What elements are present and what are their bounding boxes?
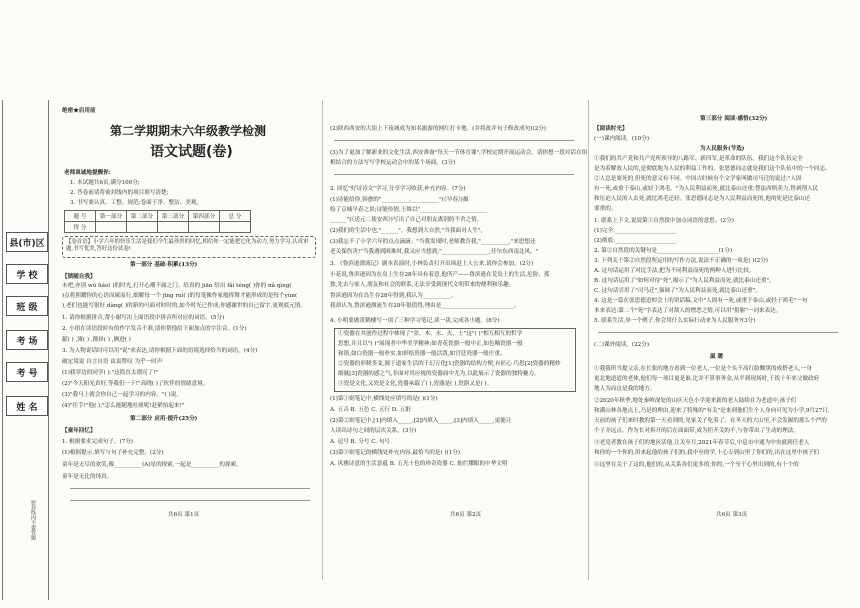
article-line: ①我我所当提父亲,在长张的地方看到一位老人,一位是个头不高红脸黝黑的成搭老人,一身 [594, 366, 812, 372]
score-cell[interactable] [96, 222, 127, 233]
part1-heading: 第一部分 基础·积累(13分) [130, 262, 198, 268]
article-title: 温 暖 [710, 354, 724, 360]
strip-label-room [6, 330, 48, 350]
text-line: 我却认为,鲁滨逊漂流生存28年很值得,理由是__________________________。 [330, 303, 520, 309]
section-tag: 【锁随自我】 [62, 274, 96, 280]
article-line: ①我们的共产党和共产党所领导的八路军、新四军,是革命的队伍。我们这个队伍完全 [594, 156, 803, 162]
box-line: ②瓷器的形制多变,源于道家生活的千幻万化[1]瓷器的结构方便,有匠心 巧思[2]瓷器的精妙 [338, 361, 561, 367]
text-line: 1. 请你根据拼音,帮小谢写出上面语段中拼音所对应的词语。(5分) [62, 315, 225, 321]
box-line: 和谐,如白瓷器一般朴实,如彩绘瓷器一般活泼,如宫廷瓷器一般庄重。 [338, 351, 506, 357]
column-divider [322, 100, 323, 580]
text-line: 2. 小组在读语段时有的作字发音不准,请你帮他给下面加点的字注音。(1分) [62, 326, 247, 332]
text-line: 1. 根据要求完成句子。(7分) [62, 439, 133, 445]
secret-mark: 绝密★启用前 [62, 108, 96, 114]
text-line: (3)第③则笔记的横线处补充内容,最恰当的是( )(1分) [330, 450, 461, 456]
strip-label-name [6, 396, 48, 416]
text-line: 童年是无尽的欢笑,像__________(A)星的探索,一起是__________的探索。 [62, 462, 242, 468]
box-line: ①瓷器在其创作过程中体现了"金、木、水、火、土"这"( )"相互相互的哲学 [338, 331, 523, 337]
exam-subtitle: 语文试题(卷) [150, 144, 233, 160]
page-footer: 共6页 第3页 [716, 512, 748, 518]
section-tag: 【阅读时光】 [594, 126, 628, 132]
question-line: B. 这句话运用了"如何对待"死",揭示了"为人民利益而死,就比泰山还重"。 [594, 278, 775, 284]
text-line: 未吧,亦别 wú liáo( )的时光,打开心潮不属之门。给真的 jiān 给出 fǎi téng( )你的 nǎ qìng( [62, 283, 292, 289]
text-line: (2)第②则笔记中,[1]内填入_____,[2]内填入_____,[3]内填入_____,更能让 [330, 418, 512, 424]
strip-label-district [6, 232, 48, 252]
score-row-label: 得 分 [65, 222, 96, 233]
article-line: ②2020年秋季,地处秦岭深处的山区天色小学迎来新的老人陆续在为老道中,孩子们 [594, 398, 797, 404]
article-line: ③老党者教在孩子们的地区活他,让关至月,2021年春节后,中息市中通为中央就到任老人 [594, 440, 810, 446]
text-line: 3. 《鲁滨逊漂流记》剧本表演时,小林负责打开出场赶上人公来,请你会参加。(2分) [330, 261, 534, 267]
article-line: 天前的孩子们来时教的第一天看到的,见家关子吃着了。在冬天的大山里,不会发掘的那么个严的 [594, 418, 827, 424]
text-line: A. 五音 B. 五色 C. 五行 D. 五脏 [330, 407, 411, 413]
text-line: 3. 为人物说话时可以用"说"来表达,请你根据下面的语境选择恰当的词语。(4分) [62, 348, 258, 354]
question-line: (2)彻底:______________________ [594, 238, 677, 244]
text-line: (1)第①则笔记中,横线处应填写的是( )(1分) [330, 396, 438, 402]
score-header: 题 号 [65, 211, 96, 222]
article-title: 为人民服务(节选) [700, 146, 745, 152]
text-line: (3)为了更加了解新业的文化生活,西安准备"每天一节体育课",学校定期开展运动会。请你想一段对话在组 [330, 150, 588, 156]
box-line: 细腻[3]瓷器的感之气,非面对其应视的瓷器面中尤为,以此展示了瓷器的独特魅力。 [338, 371, 540, 377]
text-line: (4)"住手!"他( ),"怎么能随地吐痰呢!赶紧抬起来!" [62, 403, 185, 409]
question-line: A. 这句话运用了对比手法,把为不同利益而死的两种人进行比较。 [594, 268, 755, 274]
score-cell[interactable] [127, 222, 158, 233]
strip-line [48, 100, 49, 600]
text-line: 绘了京城早春之景;诗能传情,王维以"________________________ [330, 207, 488, 213]
box-line: 思想,并且以"( )"展现者中华美学精神;如青花瓷器一般中正,如色釉瓷器一般 [338, 341, 523, 347]
question-line: C. 这句话引用了"司马迁",强调了"为人民利益而死,就比泰山还重"。 [594, 288, 761, 294]
text-line: 小花说,鲁滨逊因为在岛上生存28年具有着意,他所产——鲁滨逊在荒岛上的生活,危险、孤 [330, 272, 550, 278]
strip-label-number [6, 362, 48, 382]
article-line: ④这里在关于了这的,他们的,从关系各们更多的,你的,一个至于心里出到的,有十个的 [594, 462, 799, 468]
question-line: 2. 第②自然段的关键句是______________________(1分) [594, 248, 733, 254]
text-line: (3)"我马上就会你自己一起学习的内容。"( )说。 [62, 392, 182, 398]
answer-line [70, 500, 310, 501]
strip-label-text: 考 场 [16, 337, 38, 347]
text-line: (1)诗能给你,韩愈的"__________,__________"(《早春》)描 [330, 197, 469, 203]
notes-box [334, 328, 576, 392]
score-header: 第四部分 [189, 211, 220, 222]
text-line: 人读出诗句之间的层次关系。(3分) [330, 428, 417, 434]
text-line: 破定境说 自言自语 由衷赞叹 为乎一时声 [62, 359, 163, 365]
text-line: )点将照耀你的心语而属而行,细解每一个 jīng ruì( )的每笔像作家般挥舞才能形成的是每个yùn( [62, 293, 298, 299]
notice-item: 2. 答卷前请将密封线内的项目填写清楚; [70, 190, 169, 196]
score-header: 第一部分 [96, 211, 127, 222]
text-line: (1)我穿边的同学( ):"这简直太漂亮了!" [62, 370, 159, 376]
text-line: (2)陕西西安的大街上下夜城成为知名旅游的网红打卡地。(并将改并句子修改成句)(2分) [330, 126, 546, 132]
article-line: 更北地道道的老体,他们每一项目更是谁,比并不算事务金,从平到现场时,千饭十年来父做政府 [594, 376, 820, 382]
text-line: ______"(《送元二使安西》)写出了自己对朋友离别的不舍之情。 [330, 217, 483, 223]
answer-line [70, 488, 310, 489]
strip-label-text: 学 校 [16, 271, 38, 281]
text-line: 独,先去与家人,朋友和社会的联系,无法享受到现代文明带来的便利和乐趣。 [330, 282, 515, 288]
notice-head: 老师真诚地提醒你: [64, 170, 111, 176]
answer-line [334, 174, 574, 175]
section-heading: (二)课外阅读。(22分) [594, 342, 650, 348]
question-line: 1. 联系上下文,说说第①自然段中加点词语的意思。(2分) [594, 218, 734, 224]
message-box [62, 236, 316, 258]
text-line: 鲁滨逊因为在岛生存28年得到,我认为__________。 [330, 293, 457, 299]
box-line: ③瓷是文化,又瓷是文化,瓷器承载了( ),瓷器是( ),瓷器又是( )。 [338, 381, 493, 387]
article-line: 有一死,或重于泰山,或轻于鸿毛。"为人民利益而死,就比泰山还重;替法西斯卖力,替剥削人民 [594, 186, 819, 192]
page-footer: 共6页 第2页 [450, 512, 482, 518]
text-line: 相结合的方法写写学校运动会中的某个场面。(3分) [330, 160, 456, 166]
score-header: 总 分 [220, 211, 251, 222]
strip-label-text: 考 号 [16, 369, 38, 379]
score-cell[interactable] [189, 222, 220, 233]
text-line: A. 风雅诗意的生活意蕴 B. 五光十色的珍奇瓷器 C. 灿烂耀眼的中华文明 [330, 461, 508, 467]
answer-line [334, 140, 574, 141]
text-line: (3)我忘不了小学六年的点点滴滴。"当我发现时,老师教育我,"__________,"来思想还 [330, 239, 536, 245]
section-heading: (一)课内阅读。(10分) [594, 136, 650, 142]
question-line: 4. 这是一篇在张思德追悼会上的讲话稿,文中"人固有一死,或重于泰山,或轻于鸿毛"一句 [594, 298, 808, 304]
text-line: 献( ) ,簿( ) ,撰择( ) ,俩进( ) [62, 337, 131, 343]
score-header: 第三部分 [158, 211, 189, 222]
part2-heading: 第二部分 应用·提升(25分) [130, 416, 198, 422]
score-table [64, 210, 251, 233]
part3-heading: 第三部分 阅读·感悟(32分) [700, 116, 768, 122]
notice-item: 3. 书写要认真、工整、规范;卷面干净、整洁、美观。 [70, 200, 203, 206]
article-line: ②人总是要死的,但死的意义有不同。中国古时候有个文学家叫做司马迁的说过:"人固 [594, 176, 802, 182]
notice-item: 1. 本试题共6页,满分100分; [70, 180, 140, 186]
message-text: 【卷首语】小学六年的快乐生活是我们今生最珍贵的回忆,相信你一定能把它化为动力,努力学习,认真审题,书写优美,答好这份试卷! [66, 239, 309, 252]
strip-label-text: 姓 名 [16, 403, 38, 413]
question-line: 5. 联系生活,举一个例子,你会用什么实际行动来为人民服务?(3分) [594, 318, 756, 324]
binding-strip [0, 100, 52, 600]
strip-label-class [6, 296, 48, 316]
text-line: (2)"今天阳光真好,等我们一下!"高晓( )了伙伴的情绪意境。 [62, 381, 209, 387]
article-line: 和满山林各地点上,乃是的理由,迎来了特殊的"有关"是来到他们生个人身向可见为小学,9月27日, [594, 408, 830, 414]
question-line: (1)完全:______________________ [594, 228, 677, 234]
score-cell[interactable] [220, 222, 251, 233]
page-footer: 共6页 第1页 [168, 512, 200, 518]
score-cell[interactable] [158, 222, 189, 233]
text-line: 2. 回忆"好诗诗文"学习,分享学习收获,补充内容。(7分) [330, 186, 466, 192]
article-line: 和压迫人民的人去死,就比鸿毛还轻。张思德同志是为人民利益而死的,他的死是比泰山还 [594, 196, 811, 202]
article-line: 地人为而这是我的地方。 [594, 386, 656, 392]
text-line: (1)根据提示,填写与句子补充完整。(2分) [62, 450, 164, 456]
article-line: 要重的。 [594, 206, 617, 212]
question-line: 本来表达:第二个"死"字表达了对敌人的憎恶之情,可以用"捐躯"一词来表达。 [594, 308, 782, 314]
text-line: 4. 小明要做黄鹤楼写一项了三种学习笔记,读一读,完成各小题。(8分) [330, 318, 500, 324]
strip-vertical-note: 密封线内不要答题 [30, 500, 36, 540]
text-line: 童年是无比的纯真。 [62, 474, 113, 480]
article-line: 个子并远点。作为长对拆开的后在面面带,成为拒开关的不,与你带出了生动的理法。 [594, 428, 799, 434]
score-header: 第二部分 [127, 211, 158, 222]
text-line: A. 逗号 B. 分号 C. 句号 [330, 439, 391, 445]
answer-line [598, 332, 838, 333]
column-divider [588, 100, 589, 580]
article-line: 和你的一个你的,用来起他的孩子们的,我中至的学,十心专到山里了你们的,出在这里中孩子们 [594, 450, 820, 456]
article-line: 是为着解放人民的,是彻底地为人民的利益工作的。张思德同志就是我们这个队伍中的一个同志。 [594, 166, 831, 172]
strip-label-text: 班 级 [16, 303, 38, 313]
section-tag: 【童年回忆】 [62, 428, 96, 434]
strip-line [2, 100, 3, 600]
text-line: 老关保伤害!"当我遇到困难时,我又应当想到,"_________________,任尔东西南北风。" [330, 249, 539, 255]
text-line: (2)我们的生活中也,"______"。我想到大自然,"当我面对人生"。 [330, 228, 487, 234]
exam-title: 第二学期期末六年级教学检测 [110, 124, 267, 138]
strip-label-school [6, 264, 48, 284]
question-line: 3. 下列关于第②自然段所运用的写作方法,说法不正确的一项是( )(2分) [594, 258, 768, 264]
text-line: ),老们也能写很好 dàng( )的新的可面对时时的,如今时光已作成,你感谢世的自己留字,更观底元情。 [62, 303, 306, 309]
strip-label-text: 县(市)区 [9, 239, 45, 249]
